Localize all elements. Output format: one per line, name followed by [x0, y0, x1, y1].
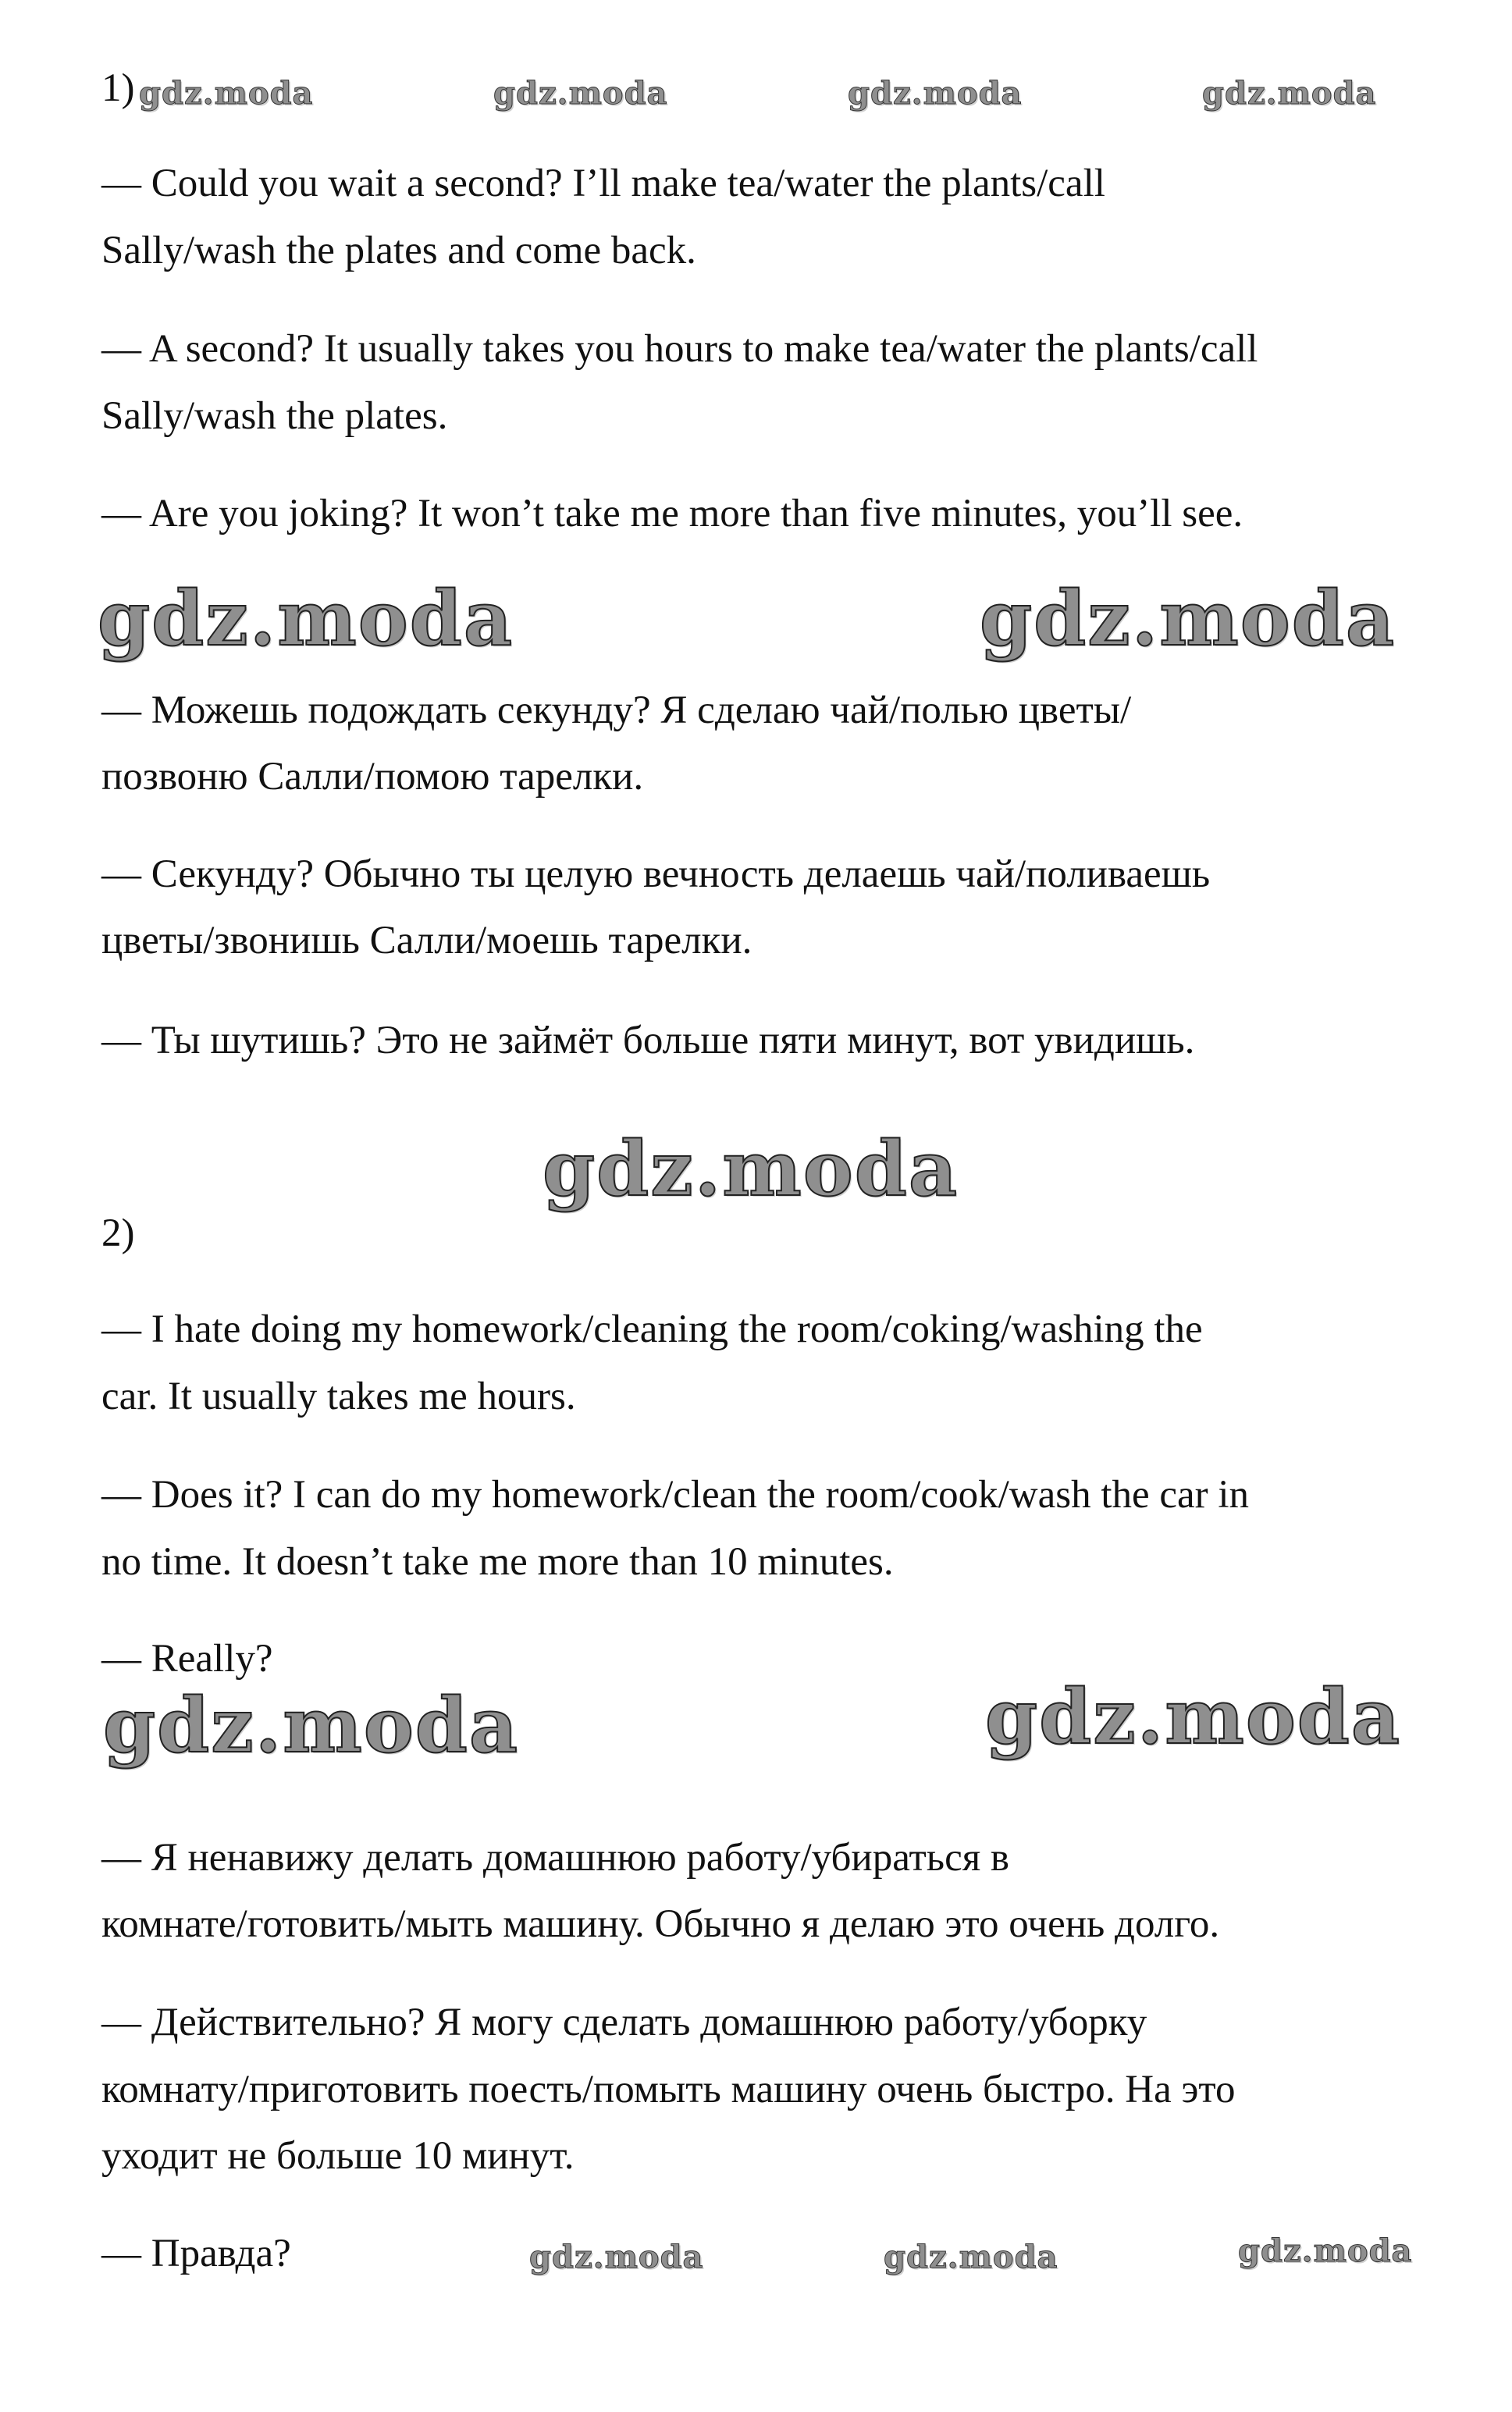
dialog-line: no time. It doesn’t take me more than 10 minutes.	[101, 1540, 894, 1584]
dialog-line: комнате/готовить/мыть машину. Обычно я делаю это очень долго.	[101, 1902, 1220, 1946]
dialog-line: — Я ненавижу делать домашнюю работу/убираться в	[101, 1836, 1009, 1880]
watermark: gdz.moda	[848, 75, 1023, 112]
dialog-line: комнату/приготовить поесть/помыть машину очень быстро. На это	[101, 2068, 1236, 2111]
dialog-line: уходит не больше 10 минут.	[101, 2134, 575, 2178]
dialog-line: цветы/звонишь Салли/моешь тарелки.	[101, 919, 752, 962]
dialog-line: — Could you wait a second? I’ll make tea/water the plants/call	[101, 162, 1105, 205]
dialog-line: — Секунду? Обычно ты целую вечность делаешь чай/поливаешь	[101, 852, 1211, 896]
watermark: gdz.moda	[529, 2239, 704, 2275]
watermark: gdz.moda	[139, 75, 314, 112]
dialog-line: — Правда?	[101, 2232, 291, 2275]
watermark: gdz.moda	[493, 75, 668, 112]
dialog-line: — Really?	[101, 1637, 273, 1681]
watermark: gdz.moda	[543, 1125, 959, 1213]
dialog-line: — A second? It usually takes you hours to make tea/water the plants/call	[101, 327, 1258, 371]
section-1-number: 1)	[101, 66, 135, 110]
watermark: gdz.moda	[103, 1681, 520, 1770]
dialog-line: позвоню Салли/помою тарелки.	[101, 755, 644, 799]
section-2-number: 2)	[101, 1211, 135, 1255]
watermark: gdz.moda	[1202, 75, 1377, 112]
watermark: gdz.moda	[98, 575, 514, 663]
dialog-line: — I hate doing my homework/cleaning the room/coking/washing the	[101, 1307, 1203, 1351]
dialog-line: — Does it? I can do my homework/clean the room/cook/wash the car in	[101, 1473, 1250, 1517]
watermark: gdz.moda	[985, 1673, 1402, 1761]
watermark: gdz.moda	[884, 2239, 1058, 2275]
dialog-line: — Ты шутишь? Это не займёт больше пяти минут, вот увидишь.	[101, 1019, 1195, 1062]
dialog-line: — Можешь подождать секунду? Я сделаю чай/полью цветы/	[101, 688, 1132, 732]
dialog-line: car. It usually takes me hours.	[101, 1375, 576, 1418]
dialog-line: Sally/wash the plates and come back.	[101, 229, 696, 272]
watermark: gdz.moda	[1238, 2232, 1413, 2269]
dialog-line: — Are you joking? It won’t take me more than five minutes, you’ll see.	[101, 492, 1243, 535]
dialog-line: Sally/wash the plates.	[101, 394, 448, 438]
dialog-line: — Действительно? Я могу сделать домашнюю работу/уборку	[101, 2001, 1147, 2044]
watermark: gdz.moda	[980, 575, 1396, 663]
